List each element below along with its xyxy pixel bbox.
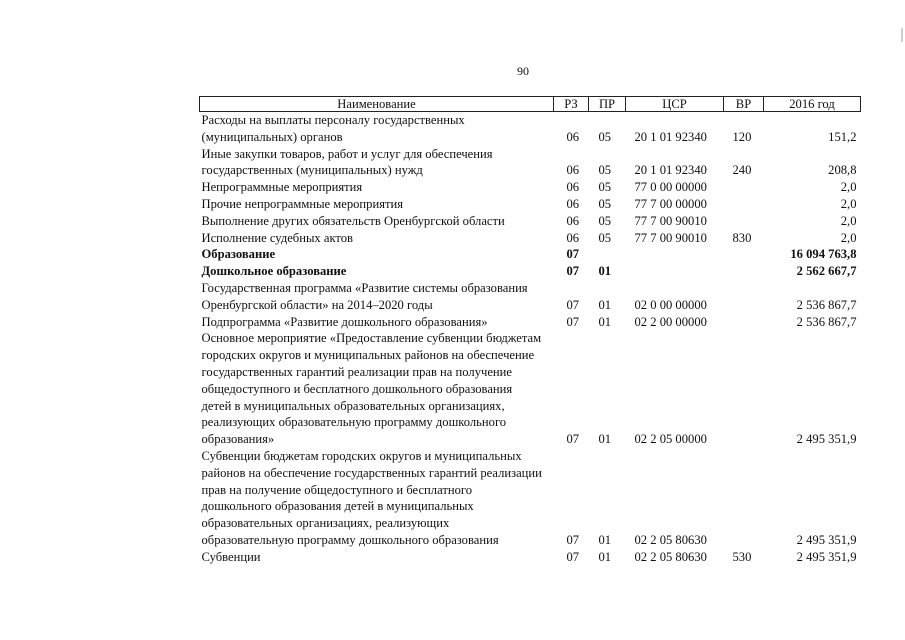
row-vr: [724, 196, 764, 213]
row-rz: 07: [566, 264, 580, 279]
row-value: 2 536 867,7: [796, 297, 857, 312]
row-name: Образование: [201, 247, 276, 262]
header-name: Наименование: [200, 97, 554, 112]
row-name: Подпрограмма «Развитие дошкольного образования»: [201, 314, 488, 329]
row-rz: 06: [566, 180, 580, 195]
scan-edge-mark: [901, 28, 903, 42]
row-value: 2 562 667,7: [796, 264, 857, 279]
row-vr: [724, 330, 764, 448]
row-vr: 530: [732, 549, 752, 564]
table-row: [200, 196, 861, 213]
row-value: 2,0: [840, 180, 857, 195]
row-rz: 07: [566, 314, 580, 329]
row-csr: 77 0 00 00000: [634, 180, 707, 195]
row-csr: [626, 246, 724, 263]
row-csr: 02 2 05 00000: [634, 432, 707, 447]
table-row: [200, 280, 861, 314]
row-rz: 07: [566, 432, 580, 447]
table-body: [200, 112, 861, 566]
row-name: Исполнение судебных актов: [201, 230, 353, 245]
row-pr: 05: [598, 163, 612, 178]
row-pr: [589, 246, 626, 263]
row-vr: [724, 280, 764, 314]
row-pr: 01: [598, 532, 612, 547]
row-vr: [724, 314, 764, 331]
row-pr: 05: [598, 213, 612, 228]
row-name: Государственная программа «Развитие системы образования Оренбургской области» на 2014–2020 годы: [201, 280, 528, 312]
row-csr: 77 7 00 00000: [634, 196, 707, 211]
row-name: Расходы на выплаты персоналу государственных (муниципальных) органов: [201, 113, 465, 144]
row-vr: [724, 246, 764, 263]
row-csr: 77 7 00 90010: [634, 230, 707, 245]
table-row: [200, 213, 861, 230]
row-name: Дошкольное образование: [201, 264, 347, 279]
header-year: 2016 год: [764, 97, 861, 112]
row-csr: 20 1 01 92340: [634, 129, 707, 144]
row-name: Непрограммные мероприятия: [201, 180, 363, 195]
table-row: [200, 263, 861, 280]
row-csr: [626, 263, 724, 280]
row-pr: 01: [598, 314, 612, 329]
row-vr: [724, 179, 764, 196]
row-rz: 06: [566, 129, 580, 144]
row-rz: 07: [566, 247, 580, 262]
row-value: 2 536 867,7: [796, 314, 857, 329]
row-csr: 02 2 05 80630: [634, 532, 707, 547]
row-pr: 01: [598, 432, 612, 447]
row-pr: 05: [598, 196, 612, 211]
row-rz: 06: [566, 163, 580, 178]
row-pr: 05: [598, 180, 612, 195]
table-row: [200, 246, 861, 263]
row-value: 16 094 763,8: [790, 247, 857, 262]
header-pr: ПР: [589, 97, 626, 112]
table-row: [200, 330, 861, 448]
table-row: [200, 146, 861, 180]
row-value: 151,2: [828, 129, 857, 144]
table-row: [200, 112, 861, 146]
budget-table: [199, 96, 861, 566]
row-vr: [724, 213, 764, 230]
row-vr: 830: [732, 230, 752, 245]
table-row: [200, 230, 861, 247]
row-pr: 01: [598, 264, 612, 279]
row-rz: 07: [566, 532, 580, 547]
header-csr: ЦСР: [626, 97, 724, 112]
table-row: [200, 549, 861, 566]
row-name: Основное мероприятие «Предоставление субвенции бюджетам городских округов и муниципальных районов на обеспечение государственных гарантий реализации прав на получение общедоступного и бесплатного дошкольного образования детей в муниципальных образовательных организациях, реализующих образовательную программу дошкольного образования»: [201, 331, 542, 447]
row-name: Иные закупки товаров, работ и услуг для обеспечения государственных (муниципальных) нужд: [201, 146, 493, 178]
row-pr: 05: [598, 129, 612, 144]
row-csr: 77 7 00 90010: [634, 213, 707, 228]
row-rz: 06: [566, 230, 580, 245]
row-value: 208,8: [828, 163, 857, 178]
row-rz: 06: [566, 213, 580, 228]
table-row: [200, 314, 861, 331]
row-rz: 07: [566, 549, 580, 564]
row-pr: 01: [598, 549, 612, 564]
row-value: 2 495 351,9: [796, 532, 857, 547]
row-rz: 06: [566, 196, 580, 211]
row-value: 2,0: [840, 230, 857, 245]
row-name: Субвенции бюджетам городских округов и муниципальных районов на обеспечение государственных гарантий реализации прав на получение общедоступного и бесплатного дошкольного образования детей в муниципальных образовательных организациях, реализующих образовательную программу дошкольного образования: [201, 448, 542, 547]
row-vr: [724, 263, 764, 280]
table-row: [200, 448, 861, 549]
table-header-row: [200, 97, 861, 112]
row-name: Прочие непрограммные мероприятия: [201, 196, 404, 211]
row-value: 2 495 351,9: [796, 432, 857, 447]
row-csr: 20 1 01 92340: [634, 163, 707, 178]
row-name: Субвенции: [201, 549, 261, 564]
row-pr: 01: [598, 297, 612, 312]
row-csr: 02 0 00 00000: [634, 297, 707, 312]
row-value: 2,0: [840, 196, 857, 211]
row-vr: [724, 448, 764, 549]
row-vr: 240: [732, 163, 752, 178]
row-rz: 07: [566, 297, 580, 312]
row-pr: 05: [598, 230, 612, 245]
row-value: 2,0: [840, 213, 857, 228]
row-vr: 120: [732, 129, 752, 144]
row-name: Выполнение других обязательств Оренбургской области: [201, 213, 505, 228]
header-vr: ВР: [724, 97, 764, 112]
table-row: [200, 179, 861, 196]
row-csr: 02 2 00 00000: [634, 314, 707, 329]
row-value: 2 495 351,9: [796, 549, 857, 564]
page-number: 90: [517, 64, 529, 78]
row-csr: 02 2 05 80630: [634, 549, 707, 564]
header-rz: РЗ: [554, 97, 589, 112]
